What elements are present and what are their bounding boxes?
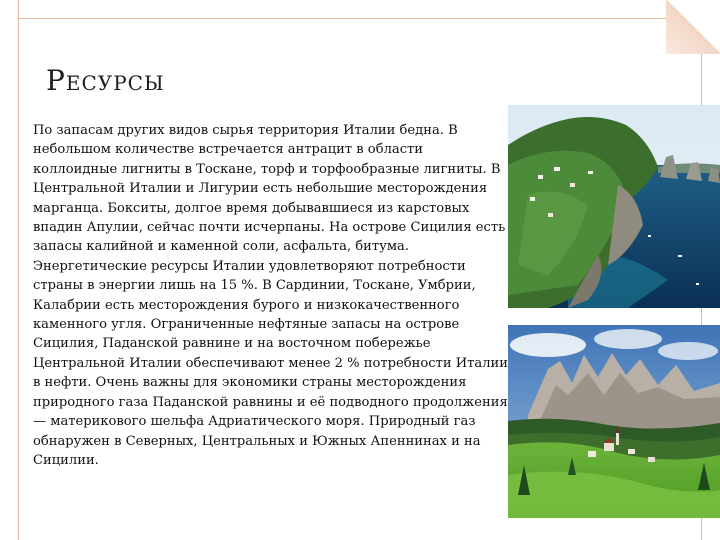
frame-left-line — [18, 0, 19, 540]
frame-top-line — [18, 18, 702, 19]
coast-photo — [508, 105, 720, 308]
paragraph-raw-materials: По запасам других видов сырья территория Италии бедна. В небольшом количестве встречается антрацит в области коллоидные лигниты в Тоскане, торф и торфообразные лигниты. В Центральной Италии и Лигурии есть небольшие месторождения марганца. Бокситы, долгое время добывавшиеся из карстовых впадин Апулии, сейчас почти исчерпаны. На острове Сицилия есть запасы калийной и каменной соли, асфальта, битума. — [33, 123, 506, 255]
mountain-photo — [508, 325, 720, 518]
slide-body — [33, 121, 510, 470]
corner-fold-decoration — [666, 0, 720, 54]
slide-title: Ресурсы — [46, 64, 165, 97]
paragraph-energy-resources: Энергетические ресурсы Италии удовлетворяют потребности страны в энергии лишь на 15 %. В Сардинии, Тоскане, Умбрии, Калабрии есть месторождения бурого и низкокачественного каменного угля. Ограниченные нефтяные запасы на острове Сицилия, Паданской равнине и на восточном побережье Центральной Италии обеспечивают менее 2 % потребности Италии в нефти. Очень важны для экономики страны месторождения природного газа Паданской равнины и её подводного продолжения — материкового шельфа Адриатического моря. Природный газ обнаружен в Северных, Центральных и Южных Апеннинах и на Сицилии. — [33, 258, 508, 468]
